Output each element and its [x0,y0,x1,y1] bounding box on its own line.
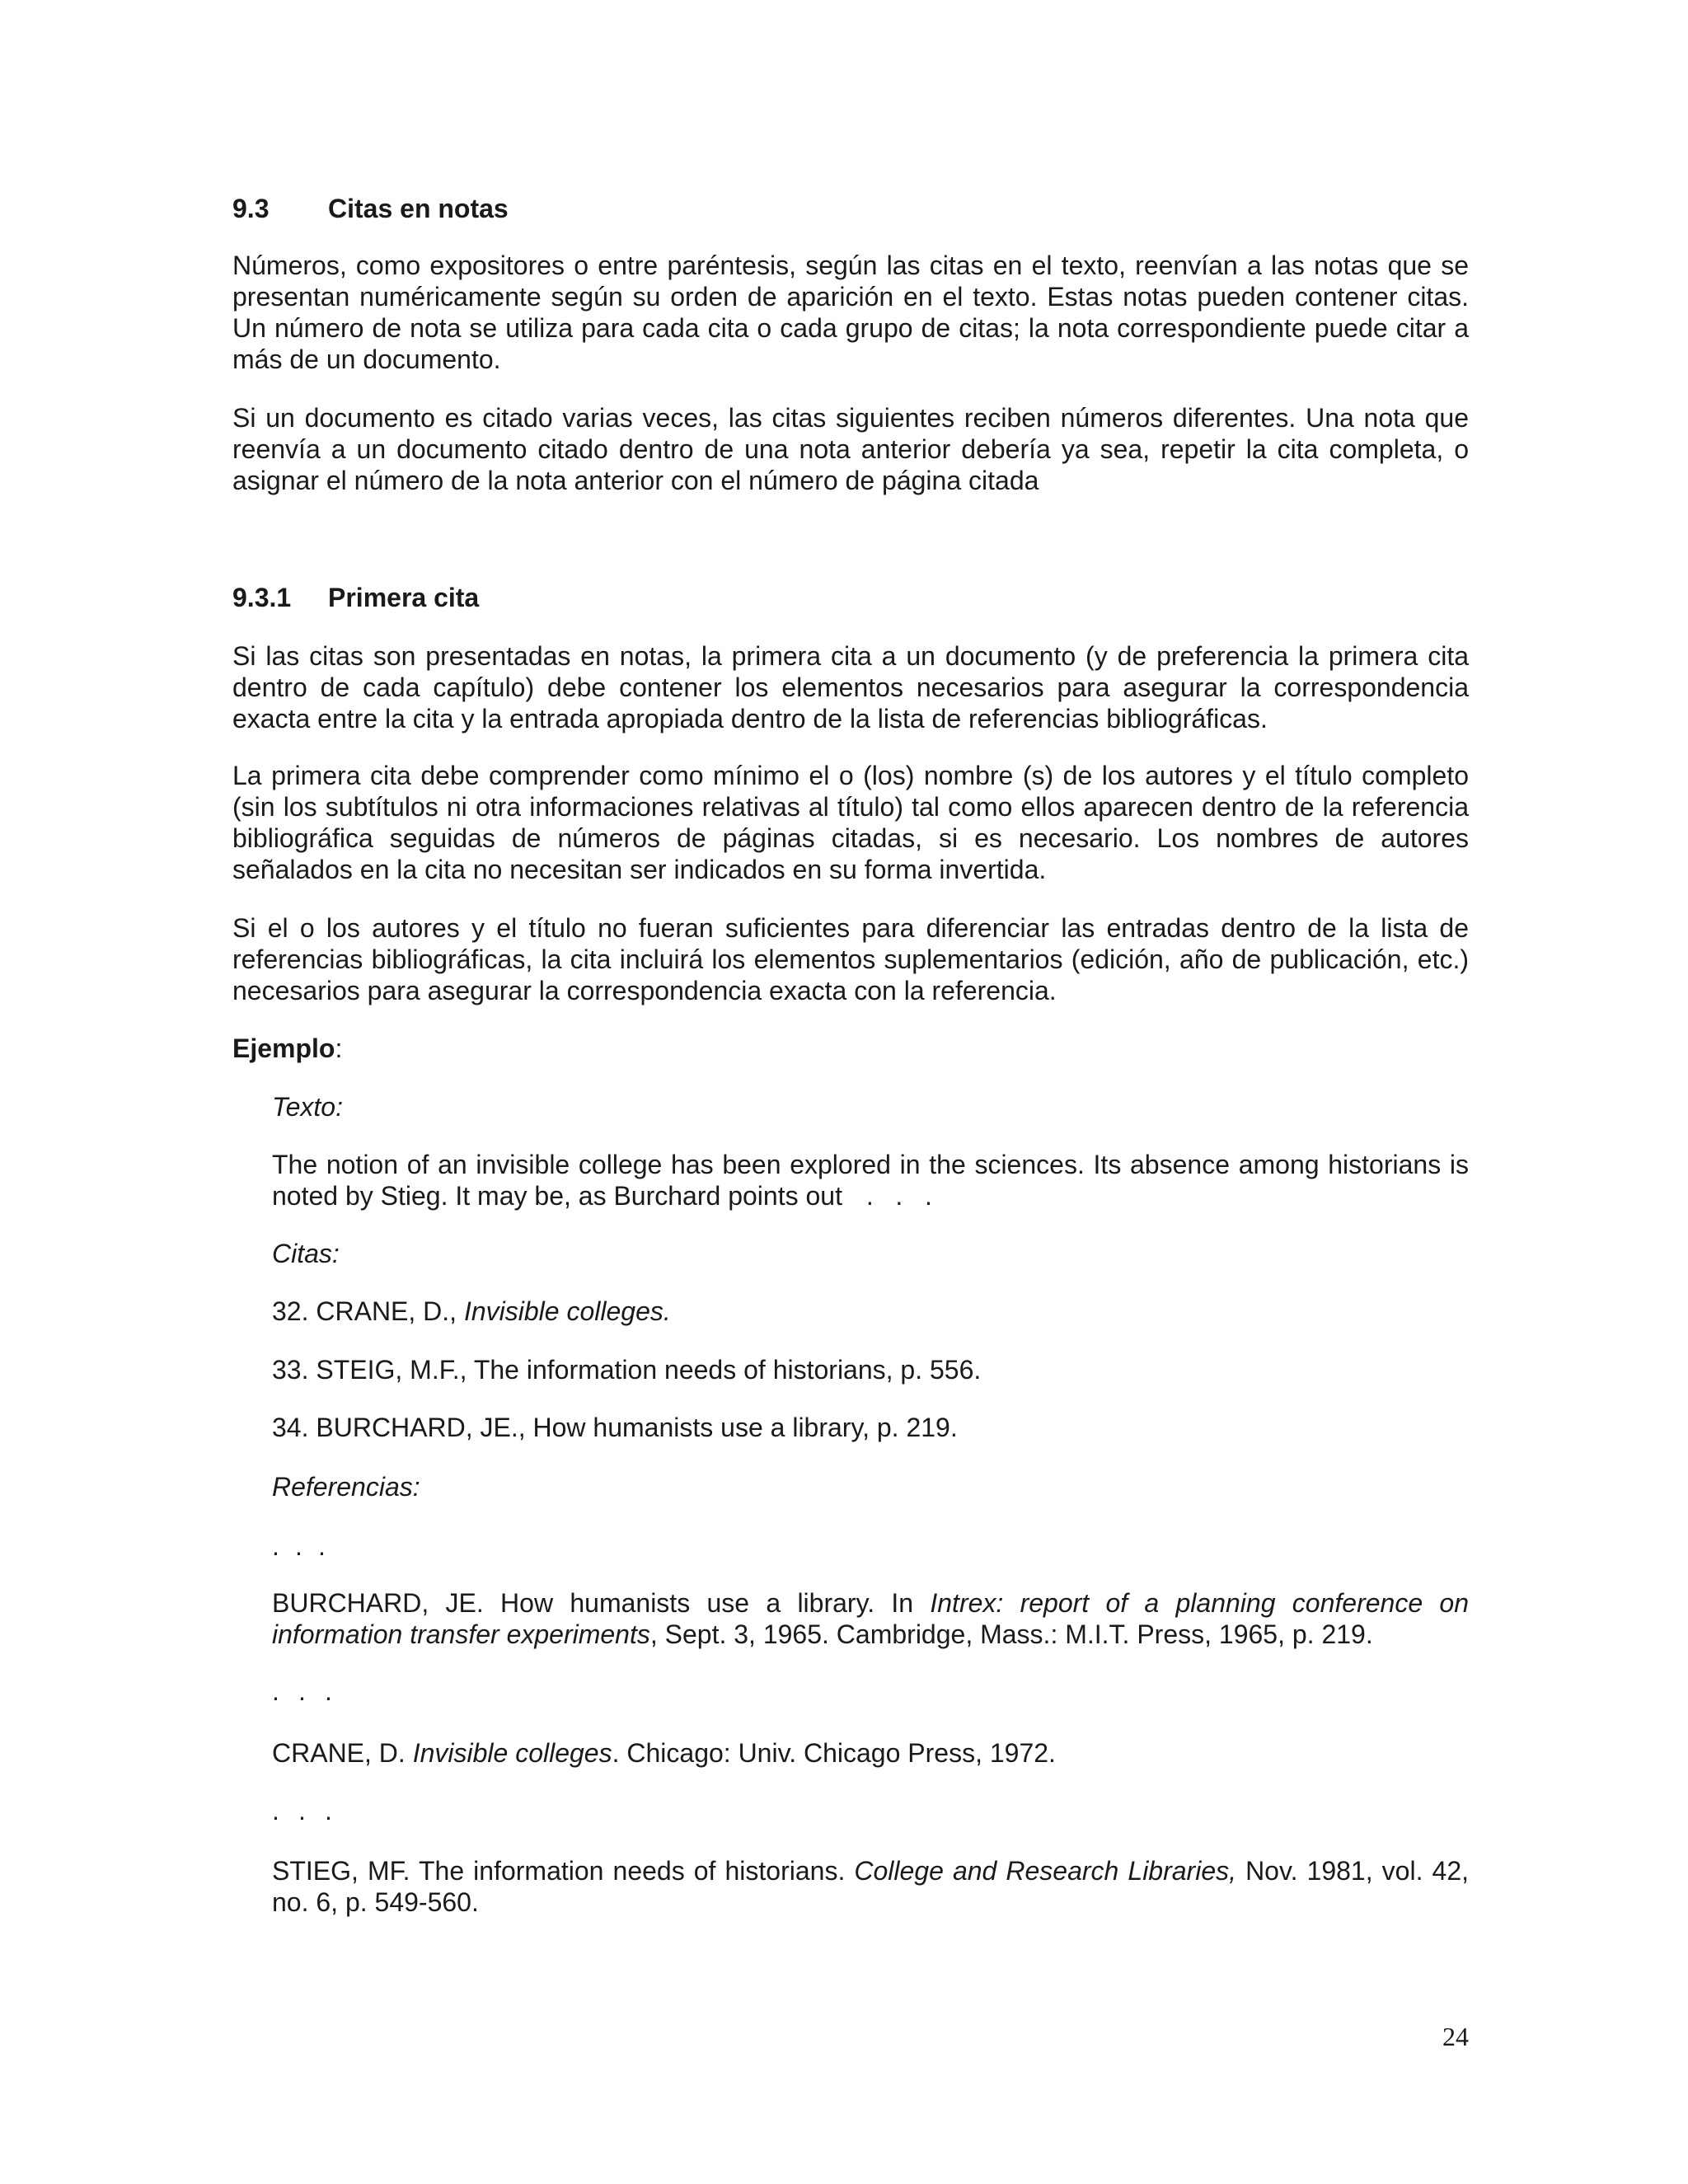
ellipsis-separator [272,1530,341,1562]
section-title: Primera cita [328,583,480,612]
reference-entry [272,1855,1469,1918]
reference-title: Intrex: report of a planning conference on information transfer experiments [272,1588,1470,1649]
page-number: 24 [1442,2022,1469,2051]
ellipsis-separator [272,1675,348,1707]
texto-body [272,1149,1469,1212]
dot: . [272,1531,279,1561]
example-label-colon: : [335,1033,343,1063]
citas-label: Citas: [272,1239,340,1268]
cita-item [272,1412,1469,1443]
dot: . [325,1676,332,1706]
section-title: Citas en notas [328,194,509,223]
dot: . [325,1796,332,1825]
dot: . [318,1531,326,1561]
section-heading-9-3-1 [232,582,480,613]
cita-item [272,1354,1469,1385]
section-heading-9-3 [232,193,509,224]
ellipsis-separator [272,1795,348,1826]
cita-text: 32. CRANE, D., [272,1296,464,1326]
cita-text: 33. STEIG, M.F., The information needs of historians, p. 556. [272,1355,982,1385]
dot: . [272,1796,279,1825]
texto-label: Texto: [272,1092,343,1122]
texto-body-text: The notion of an invisible college has been explored in the sciences. Its absence among historians is noted by Stieg. It may be, as Burchard points out [272,1150,1469,1211]
example-label [232,1033,1469,1064]
paragraph: Si el o los autores y el título no fueran suficientes para diferenciar las entradas dentro de la lista de referencias bibliográficas, la cita incluirá los elementos suplementarios (edición, año de publicación, etc.) necesarios para asegurar la correspondencia exacta con la referencia. [232,913,1469,1005]
dot: . [295,1531,302,1561]
section-number: 9.3.1 [232,583,292,612]
reference-text: STIEG, MF. The information needs of historians. [272,1856,855,1886]
dot: . [272,1676,279,1706]
cita-item [272,1296,1469,1327]
dot: . [298,1796,306,1825]
cita-text: 34. BURCHARD, JE., How humanists use a library, p. 219. [272,1413,958,1442]
paragraph: Números, como expositores o entre paréntesis, según las citas en el texto, reenvían a las notas que se presentan numéricamente según su orden de aparición en el texto. Estas notas pueden contener citas. Un número de nota se utiliza para cada cita o cada grupo de citas; la nota correspondiente puede citar a más de un documento. [232,251,1469,374]
texto-ellipsis: . . . [865,1181,932,1211]
reference-text: CRANE, D. [272,1738,413,1768]
reference-details: Nov. 1981, vol. 42, no. 6, p. 549-560. [272,1856,1470,1917]
reference-title: Invisible colleges [412,1738,612,1768]
reference-text: BURCHARD, JE. How humanists use a library. In [272,1588,931,1618]
referencias-label: Referencias: [272,1472,420,1502]
paragraph: Si las citas son presentadas en notas, la primera cita a un documento (y de preferencia la primera cita dentro de cada capítulo) debe contener los elementos necesarios para asegurar la correspondencia exacta entre la cita y la entrada apropiada dentro de la lista de referencias bibliográficas. [232,641,1469,733]
section-number: 9.3 [232,194,270,223]
cita-title: Invisible colleges. [463,1296,671,1326]
reference-entry [272,1587,1469,1650]
reference-details: , Sept. 3, 1965. Cambridge, Mass.: M.I.T. Press, 1965, p. 219. [649,1619,1373,1649]
example-label-text: Ejemplo [232,1033,335,1063]
reference-details: . Chicago: Univ. Chicago Press, 1972. [612,1738,1056,1768]
reference-entry [272,1737,1469,1769]
reference-title: College and Research Libraries, [854,1856,1237,1886]
paragraph: Si un documento es citado varias veces, las citas siguientes reciben números diferentes. Una nota que reenvía a un documento citado dentro de una nota anterior debería ya sea, repetir la cita completa, o asignar el número de la nota anterior con el número de página citada [232,403,1469,495]
dot: . [298,1676,306,1706]
paragraph: La primera cita debe comprender como mínimo el o (los) nombre (s) de los autores y el título completo (sin los subtítulos ni otra informaciones relativas al título) tal como ellos aparecen dentro de la referencia bibliográfica seguidas de números de páginas citadas, si es necesario. Los nombres de autores señalados en la cita no necesitan ser indicados en su forma invertida. [232,761,1469,884]
